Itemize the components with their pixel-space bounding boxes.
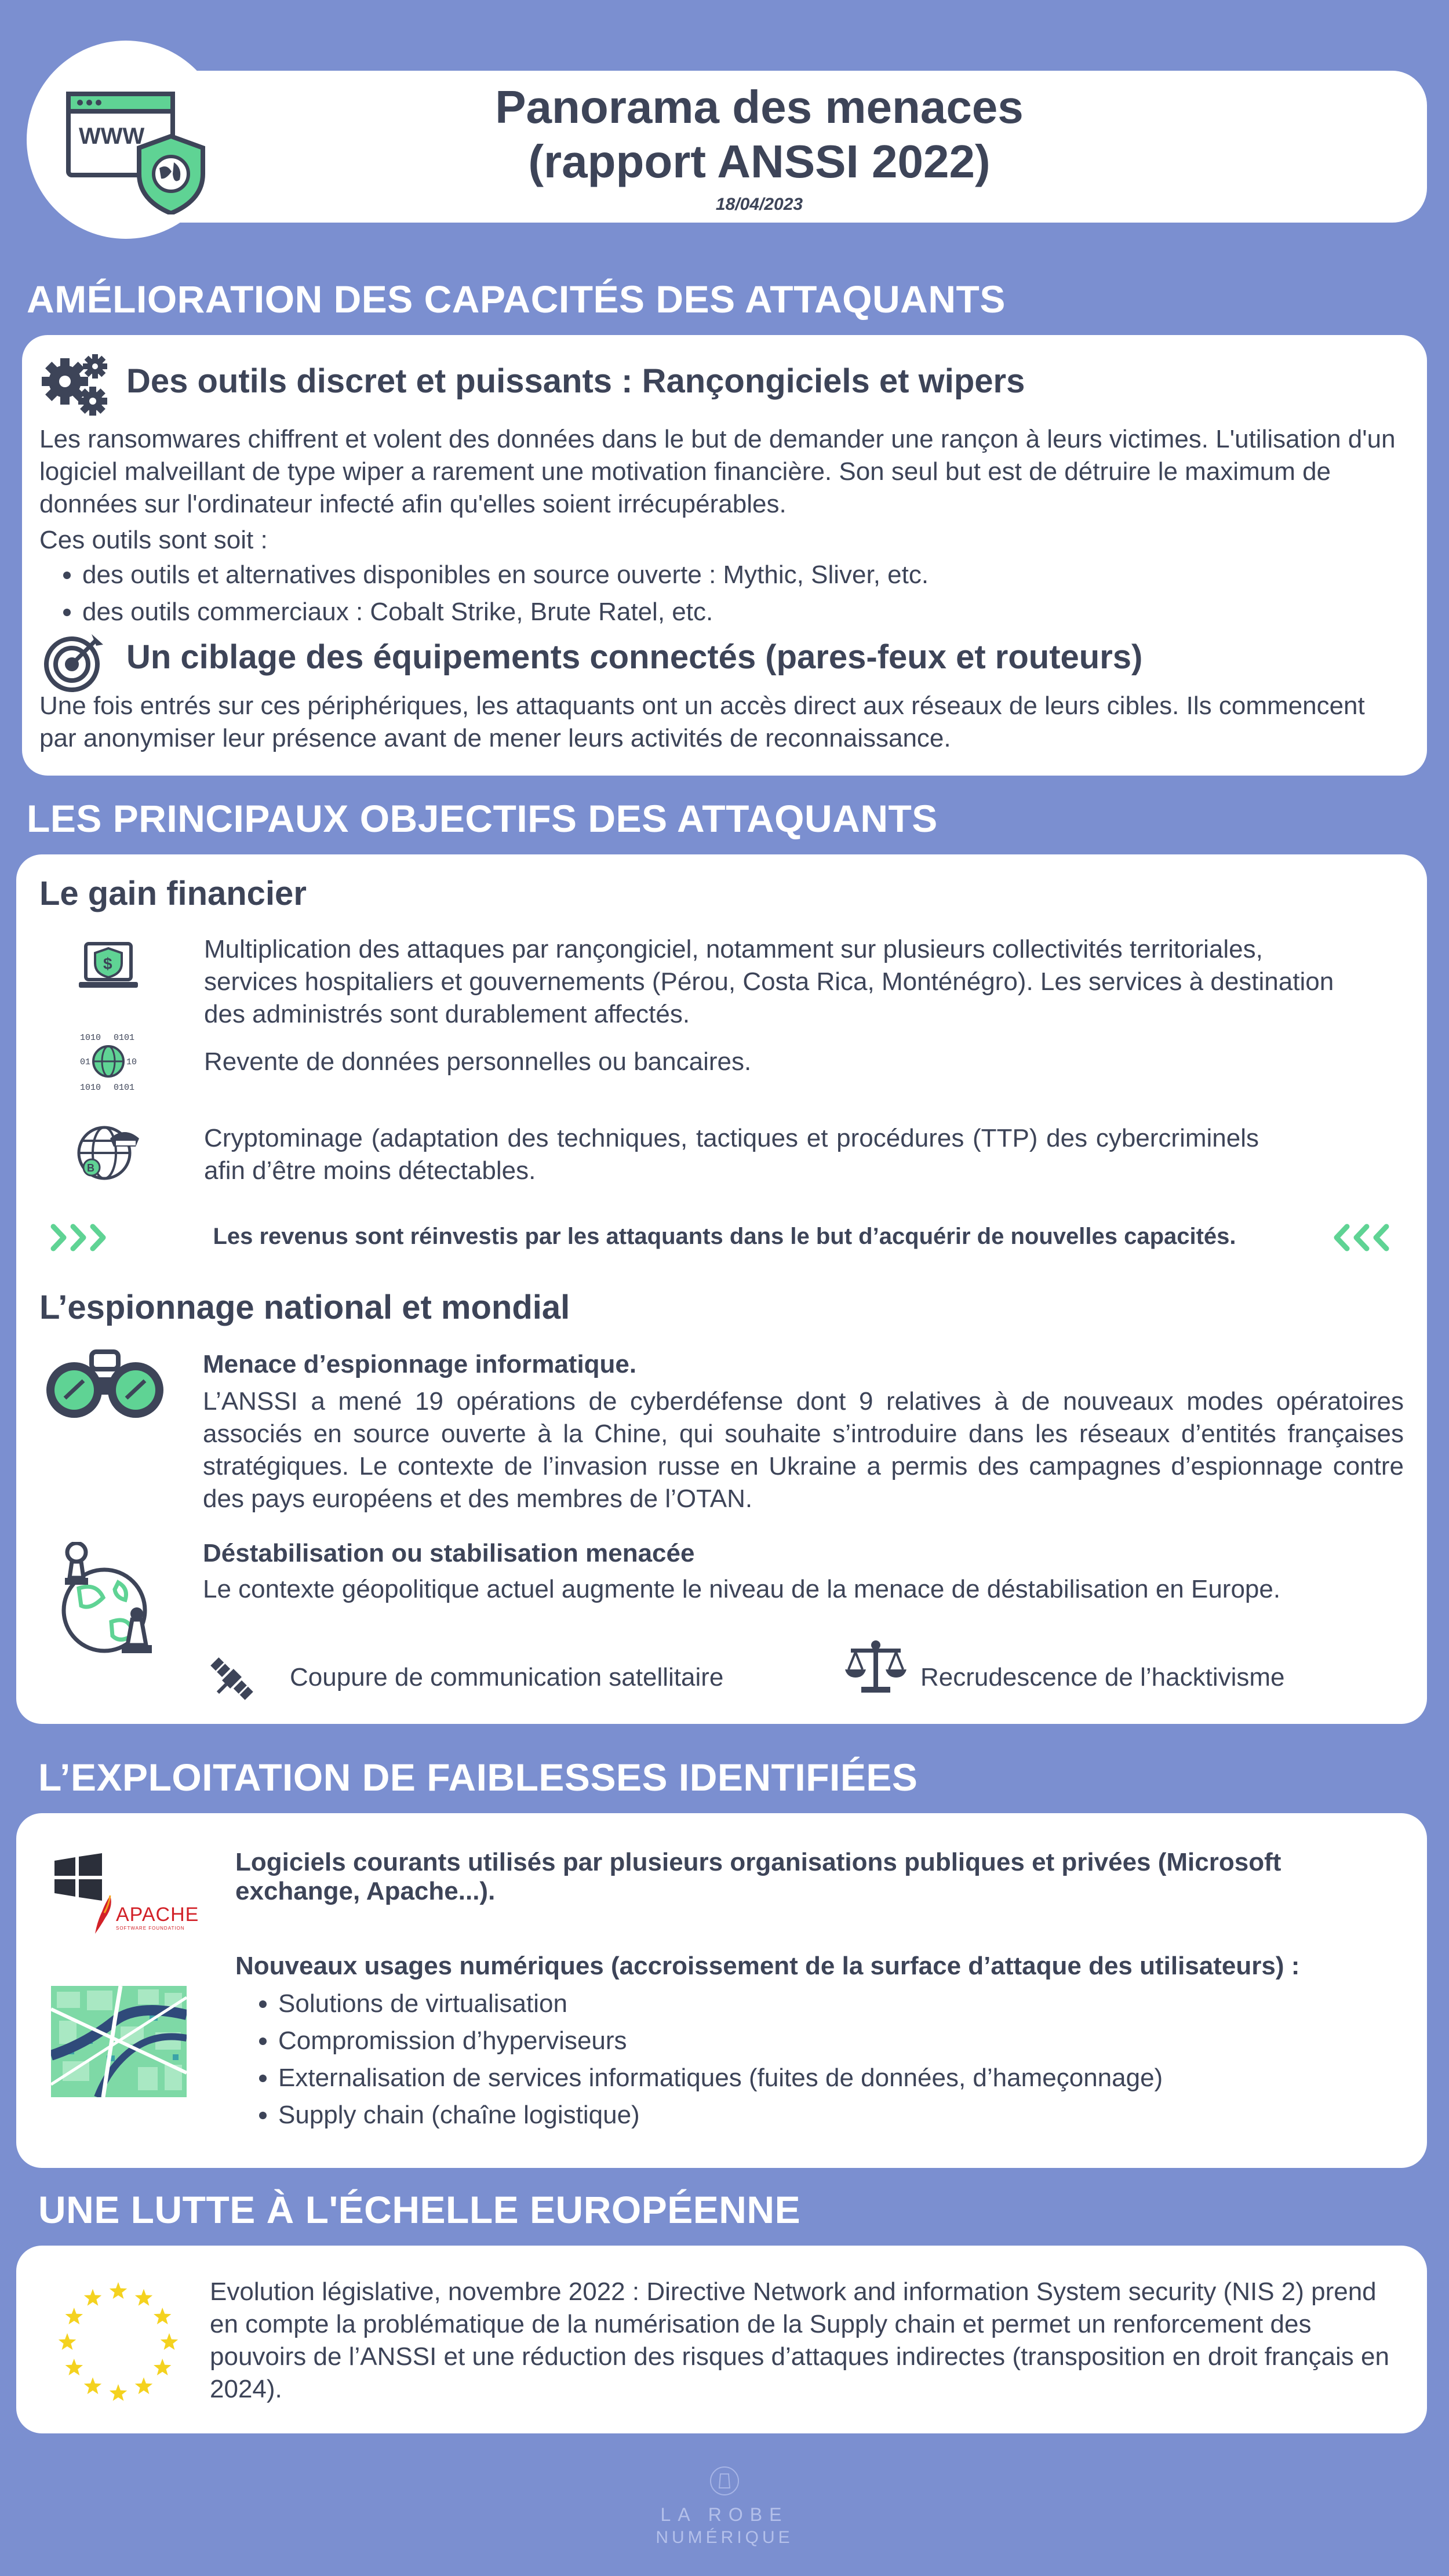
- eu-star: [65, 2308, 83, 2324]
- eu-stars-icon: [54, 2282, 182, 2403]
- section4-text: Evolution législative, novembre 2022 : Directive Network and information System security (NIS 2) prend en compte la problématique de la numérisation de la Supply chain et permet un renforcement des pouvoirs de l’ANSSI et une réduction des risques d’attaques indirectes (transposition en droit français en 2024).: [210, 2277, 1389, 2403]
- destabilization-title: Déstabilisation ou stabilisation menacée: [203, 1539, 695, 1567]
- scales-icon: [844, 1639, 908, 1695]
- eu-star: [154, 2359, 171, 2375]
- eu-star: [135, 2377, 152, 2394]
- hacker-globe-icon: [75, 1121, 142, 1182]
- svg-text:0101: 0101: [114, 1033, 135, 1043]
- binoculars-icon: [44, 1348, 166, 1424]
- laptop-dollar-icon: [77, 939, 140, 997]
- list-item: • Compromission d’hyperviseurs: [278, 2022, 1437, 2060]
- destabilization-text: Le contexte géopolitique actuel augmente le niveau de la menace de déstabilisation en Europe.: [203, 1575, 1281, 1603]
- espionage-threat-title: Menace d’espionnage informatique.: [203, 1350, 637, 1378]
- page-title-line1: Panorama des menaces: [495, 81, 1024, 133]
- financial-item2: Revente de données personnelles ou bancaires.: [204, 1047, 752, 1076]
- page-title: [325, 80, 1194, 189]
- list-item: • Supply chain (chaîne logistique): [278, 2097, 1437, 2134]
- footer-logo-icon: [703, 2464, 746, 2498]
- section3-title: L’EXPLOITATION DE FAIBLESSES IDENTIFIÉES: [38, 1756, 918, 1799]
- satellite-icon: [204, 1651, 260, 1707]
- apache-label: APACHE: [116, 1904, 199, 1926]
- section1-heading2: Un ciblage des équipements connectés (pares-feux et routeurs): [126, 638, 1143, 676]
- footer-brand-line1: LA ROBE: [660, 2504, 789, 2525]
- page-title-line2: (rapport ANSSI 2022): [528, 136, 991, 187]
- section1-title: AMÉLIORATION DES CAPACITÉS DES ATTAQUANTS: [27, 278, 1006, 321]
- svg-text:1010: 1010: [80, 1033, 101, 1043]
- eu-star: [135, 2289, 152, 2306]
- eu-star: [65, 2359, 83, 2375]
- reinvestment-highlight: Les revenus sont réinvestis par les attaquants dans le but d’acquérir de nouvelles capacités.: [213, 1224, 1236, 1249]
- section1-paragraph1: Les ransomwares chiffrent et volent des données dans le but de demander une rançon à leurs victimes. L'utilisation d'un logiciel malveillant de type wiper a rarement une motivation financière. Son seul but est de détruire le maximum de données sur l'ordinateur infecté afin qu'elles soient irrécupérables.: [39, 425, 1396, 518]
- section4-title: UNE LUTTE À L'ÉCHELLE EUROPÉENNE: [38, 2188, 801, 2231]
- browser-shield-icon: [64, 87, 209, 214]
- financial-item3: Cryptominage (adaptation des techniques, tactiques et procédures (TTP) des cybercriminels afin d’être moins détectables.: [204, 1124, 1259, 1185]
- section1-list: [42, 556, 1415, 631]
- financial-item1: Multiplication des attaques par rançongiciel, notamment sur plusieurs collectivités territoriales, services hospitaliers et gouvernements (Pérou, Costa Rica, Monténégro). Les services à destination des administrés sont durablement affectés.: [204, 935, 1334, 1028]
- section1-list-intro: Ces outils sont soit :: [39, 526, 268, 554]
- footer-brand: [580, 2504, 869, 2548]
- satellite-label: Coupure de communication satellitaire: [290, 1663, 724, 1691]
- espionage-heading: L’espionnage national et mondial: [39, 1289, 570, 1326]
- svg-text:01: 01: [80, 1057, 91, 1067]
- footer-brand-line2: NUMÉRIQUE: [656, 2528, 793, 2547]
- arrows-right-icon: [50, 1223, 114, 1252]
- section2-title: LES PRINCIPAUX OBJECTIFS DES ATTAQUANTS: [27, 797, 938, 840]
- section3-text1: Logiciels courants utilisés par plusieurs organisations publiques et privées (Microsoft exchange, Apache...).: [235, 1848, 1281, 1905]
- binary-globe-icon: [77, 1029, 140, 1093]
- eu-star: [154, 2308, 171, 2324]
- gears-icon: [42, 354, 111, 417]
- list-item: • Solutions de virtualisation: [278, 1985, 1437, 2022]
- apache-sublabel: SOFTWARE FOUNDATION: [116, 1926, 185, 1931]
- list-item: • des outils et alternatives disponibles en source ouverte : Mythic, Sliver, etc.: [82, 556, 1415, 594]
- eu-star: [84, 2377, 101, 2394]
- espionage-threat-text: L’ANSSI a mené 19 opérations de cyberdéfense dont 9 relatives à de nouveaux modes opératoires associés en source ouverte à la Chine, qui souhaite s’introduire dans les réseaux d’entités françaises stratégiques. Le contexte de l’invasion russe en Ukraine a permis des campagnes d’espionnage contre des pays européens et des membres de l’OTAN.: [203, 1387, 1404, 1513]
- arrows-left-icon: [1327, 1223, 1391, 1252]
- city-map-image: [51, 1986, 187, 2097]
- section3-text2: Nouveaux usages numériques (accroissement de la surface d’attaque des utilisateurs) :: [235, 1952, 1300, 1980]
- eu-star: [59, 2333, 76, 2350]
- list-item: • Externalisation de services informatiques (fuites de données, d’hameçonnage): [278, 2060, 1437, 2097]
- svg-text:1010: 1010: [80, 1083, 101, 1093]
- hacktivism-label: Recrudescence de l’hacktivisme: [920, 1663, 1285, 1691]
- section3-list: [238, 1985, 1437, 2134]
- list-item: • des outils commerciaux : Cobalt Strike, Brute Ratel, etc.: [82, 594, 1415, 631]
- eu-star: [110, 2384, 127, 2401]
- svg-text:0101: 0101: [114, 1083, 135, 1093]
- svg-text:WWW: WWW: [79, 123, 145, 149]
- target-icon: [43, 632, 107, 693]
- eu-star: [110, 2282, 127, 2299]
- financial-gain-heading: Le gain financier: [39, 875, 307, 912]
- svg-text:$: $: [103, 955, 112, 973]
- svg-text:B: B: [87, 1162, 94, 1174]
- eu-star: [84, 2289, 101, 2306]
- section1-heading1: Des outils discret et puissants : Rançongiciels et wipers: [126, 362, 1025, 400]
- svg-text:10: 10: [126, 1057, 137, 1067]
- apache-logo: [93, 1894, 203, 1935]
- globe-chess-icon: [56, 1542, 160, 1667]
- eu-star: [161, 2333, 178, 2350]
- section1-paragraph2: Une fois entrés sur ces périphériques, les attaquants ont un accès direct aux réseaux de leurs cibles. Ils commencent par anonymiser leur présence avant de mener leurs activités de reconnaissance.: [39, 692, 1365, 752]
- page-date: 18/04/2023: [715, 195, 803, 214]
